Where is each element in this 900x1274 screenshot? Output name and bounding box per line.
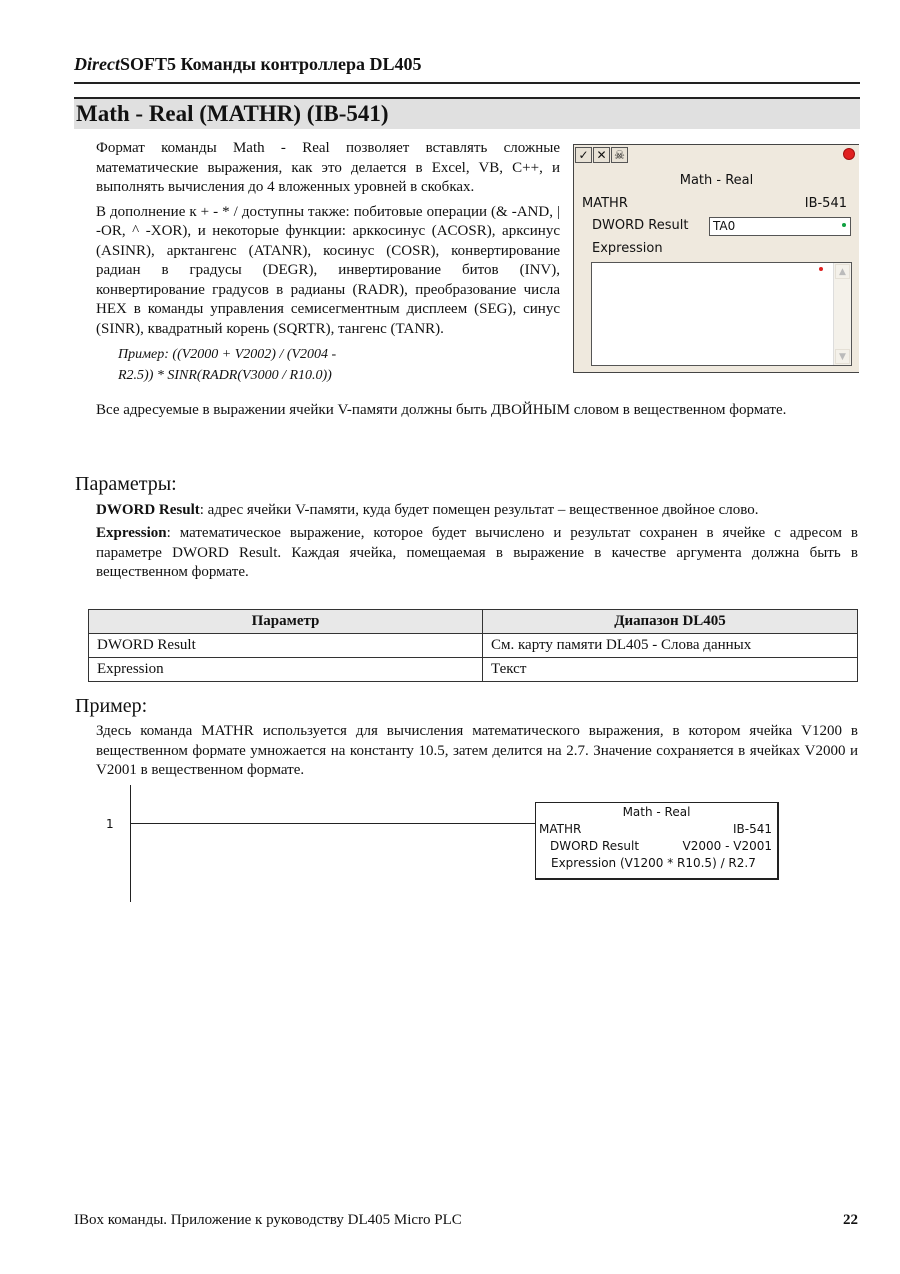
table-header-range: Диапазон DL405	[483, 610, 858, 634]
dword-result-label: DWORD Result	[592, 218, 689, 233]
intro-paragraph-2: В дополнение к + - * / доступны также: побитовые операции (& -AND, | -OR, ^ -XOR), и некоторые функции: арккосинус (ACOSR), арксинус (ASINR), арктангенс (ATANR), косинус (COSR), конвертирование радиан в градусы (DEGR), инвертирование битов (INV), конвертирование градусов в радианы (RADR), преобразование числа HEX в команды управления семисегментным дисплеем (SEG), синус (SINR), квадратный корень (SQRTR), тангенс (TANR).	[96, 203, 560, 337]
table-cell: Expression	[89, 658, 483, 682]
table-cell: См. карту памяти DL405 - Слова данных	[483, 634, 858, 658]
example-heading: Пример:	[75, 695, 148, 717]
dword-result-value: TA0	[713, 219, 736, 233]
table-cell: DWORD Result	[89, 634, 483, 658]
ibox-expression: Expression (V1200 * R10.5) / R2.7	[551, 856, 756, 870]
valid-indicator-icon	[842, 223, 846, 227]
parameter-range-table	[88, 609, 858, 682]
expression-label: Expression	[592, 241, 663, 256]
example-description: Здесь команда MATHR используется для вычисления математического выражения, в котором ячейка V1200 в вещественном формате умножается на константу 10.5, затем делится на 2.7. Значение сохраняется в ячейках V2000 и V2001 в вещественном формате.	[96, 723, 858, 778]
footer-text: IBox команды. Приложение к руководству DL405 Micro PLC	[74, 1212, 462, 1228]
expression-scrollbar[interactable]	[833, 263, 851, 365]
skull-icon[interactable]: ☠	[611, 147, 628, 163]
param-dword-result	[96, 501, 858, 521]
section-title-bar	[74, 97, 860, 129]
dialog-title: Math - Real	[679, 173, 754, 188]
section-title: Math - Real (MATHR) (IB-541)	[76, 101, 389, 126]
header-title-text: SOFT5 Команды контроллера DL405	[119, 54, 422, 74]
table-header-row	[89, 610, 858, 634]
ibox-title: Math - Real	[622, 805, 691, 819]
ladder-rung-line	[131, 823, 536, 824]
table-row	[89, 634, 858, 658]
dialog-ib-number: IB-541	[804, 196, 847, 211]
expression-textarea[interactable]	[591, 262, 852, 366]
scroll-down-icon[interactable]: ▼	[835, 349, 850, 364]
intro-example-line-2: R2.5)) * SINR(RADR(V3000 / R10.0))	[118, 368, 332, 383]
table-row	[89, 658, 858, 682]
check-icon[interactable]: ✓	[575, 147, 592, 163]
header-brand: Direct	[74, 54, 120, 74]
intro-paragraph-1: Формат команды Math - Real позволяет вставлять сложные математические выражения, как это делается в Excel, VB, C++, и выполнять вычисления до 4 вложенных уровней в скобках.	[96, 140, 560, 195]
intro-block	[96, 139, 560, 386]
ibox-result-label: DWORD Result	[550, 839, 640, 853]
table-header-parameter: Параметр	[89, 610, 483, 634]
vmemory-note: Все адресуемые в выражении ячейки V-памяти должны быть ДВОЙНЫМ словом в вещественном формате.	[96, 402, 787, 418]
status-dot-icon	[843, 148, 855, 160]
invalid-indicator-icon	[819, 267, 823, 271]
document-header	[74, 54, 422, 75]
param-expression	[96, 524, 858, 583]
param-name: DWORD Result	[96, 502, 200, 518]
dialog-toolbar	[575, 147, 629, 163]
ladder-power-rail	[130, 785, 131, 902]
close-icon[interactable]: ✕	[593, 147, 610, 163]
mathr-ibox	[535, 802, 779, 880]
ibox-result-value: V2000 - V2001	[682, 839, 772, 853]
scroll-up-icon[interactable]: ▲	[835, 264, 850, 279]
param-desc: : математическое выражение, которое будет вычислено и результат сохранен в ячейке с адресом в параметре DWORD Result. Каждая ячейка, помещаемая в выражение в качестве аргумента должна быть в вещественном формате.	[96, 525, 858, 580]
page-number: 22	[843, 1212, 858, 1228]
param-name: Expression	[96, 525, 167, 541]
header-rule	[74, 82, 860, 84]
dword-result-input[interactable]	[709, 217, 851, 236]
param-desc: : адрес ячейки V-памяти, куда будет помещен результат – вещественное двойное слово.	[199, 502, 759, 518]
rung-number: 1	[106, 817, 114, 831]
parameters-heading: Параметры:	[75, 473, 177, 495]
ibox-mnemonic: MATHR	[539, 822, 582, 836]
intro-example-line-1: Пример: ((V2000 + V2002) / (V2004 -	[118, 347, 337, 362]
table-cell: Текст	[483, 658, 858, 682]
dialog-mnemonic: MATHR	[582, 196, 628, 211]
mathr-dialog	[573, 144, 859, 373]
ibox-ib-number: IB-541	[732, 822, 772, 836]
